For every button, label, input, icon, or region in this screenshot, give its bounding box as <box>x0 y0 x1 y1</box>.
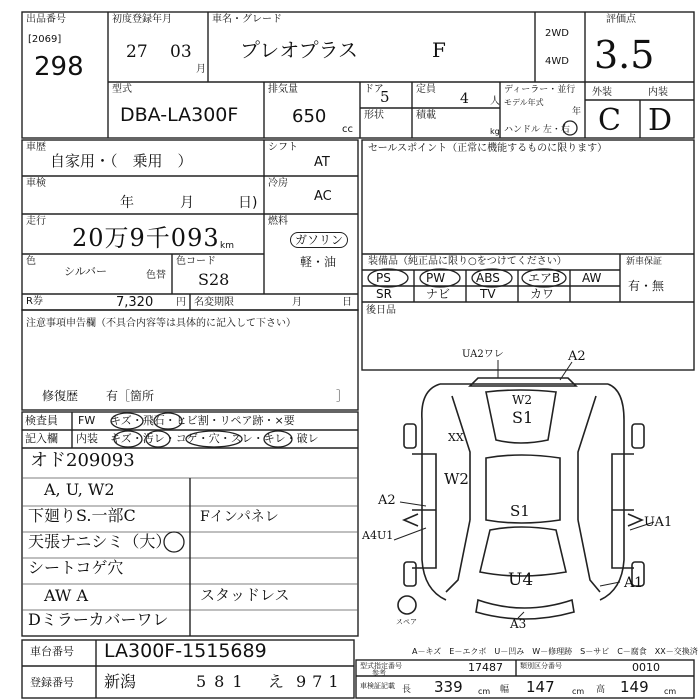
lot-label: 出品番号 <box>26 14 66 25</box>
fuel-label: 燃料 <box>268 216 288 227</box>
note-line-5: シートコゲ穴 <box>28 558 124 577</box>
score: 3.5 <box>594 33 655 77</box>
lot-sub: [2069] <box>28 34 62 45</box>
note-line-2: A, U, W2 <box>44 480 115 499</box>
equip-abs: ABS <box>476 271 500 285</box>
fw-label: FW <box>78 414 96 427</box>
dim-label: 車検証記載 <box>360 682 395 690</box>
repair-close: ］ <box>336 389 349 403</box>
car-name-label: 車名・グレード <box>212 14 282 25</box>
mark-u4: U4 <box>508 570 534 590</box>
drive-2wd: 2WD <box>545 28 569 39</box>
mark-spare: スペア <box>396 618 417 626</box>
mileage-unit: km <box>220 241 234 251</box>
model: DBA-LA300F <box>120 104 239 126</box>
interior-grade: D <box>648 103 673 138</box>
equip-airbag: エアB <box>528 271 561 285</box>
lot-number: 298 <box>34 52 84 82</box>
recycle-label: R券 <box>26 296 43 307</box>
exterior-label: 外装 <box>592 87 612 98</box>
equip-pw: PW <box>426 271 446 285</box>
repair-label: 修復歴 <box>42 389 79 403</box>
exterior-grade: C <box>598 103 621 138</box>
displacement: 650 <box>292 106 327 127</box>
dim-height-label: 高 <box>596 685 606 695</box>
doors: 5 <box>380 88 390 106</box>
mark-ua1: UA1 <box>644 515 673 530</box>
handle-label: ハンドル 左・右 <box>504 125 570 135</box>
legend-text: A－キズ E－エクボ U－凹み W－修理跡 S－サビ C－腐食 XX－交換済 <box>412 647 698 656</box>
stat-label-2: 類別区分番号 <box>520 662 562 670</box>
new-car-value: 有・無 <box>628 279 665 293</box>
first-reg-month-unit: 月 <box>196 64 206 75</box>
dim-len-label: 長 <box>402 685 412 695</box>
sales-point-label: セールスポイント（正常に機能するものに限ります） <box>368 143 608 154</box>
color-code-label: 色コード <box>176 256 216 267</box>
dim-width-unit: cm <box>572 687 585 696</box>
caution-label: 注意事項申告欄（不具合内容等は具体的に記入して下さい） <box>26 318 296 329</box>
interior-label: 内装 <box>648 87 668 98</box>
note-line-3: 下廻りS.一部C <box>28 506 136 525</box>
reg-kana: え <box>268 672 285 691</box>
load-unit: kg <box>490 127 500 136</box>
note-line-1: オド209093 <box>30 450 135 471</box>
note-line-6: AW A <box>44 586 88 605</box>
equip-tv: TV <box>480 287 496 301</box>
first-reg-label: 初度登録年月 <box>112 14 172 25</box>
shift-label: シフト <box>268 142 298 153</box>
mark-a1: A1 <box>624 575 644 591</box>
model-year-label: モデル年式 <box>504 98 544 107</box>
stat-label-1: 型式指定番号 <box>360 662 402 670</box>
first-reg-month: 03 <box>170 42 192 62</box>
title-day: 日 <box>342 297 352 308</box>
capacity: 4 <box>460 91 469 107</box>
ac: AC <box>314 189 332 204</box>
mark-a4u1: A4U1 <box>362 529 394 542</box>
reg-class: 581 <box>196 672 251 691</box>
title-label: 名変期限 <box>194 297 234 308</box>
int-label: 内装 <box>76 432 98 445</box>
mark-a2-left: A2 <box>378 493 396 508</box>
dim-height-unit: cm <box>664 687 677 696</box>
inspector-label: 検査員 <box>25 414 58 427</box>
inspection-year: 年 <box>120 195 134 211</box>
equip-aw: AW <box>582 271 602 285</box>
car-name: プレオプラス <box>240 38 358 62</box>
capacity-unit: 人 <box>490 96 500 107</box>
recycle: 7,320 <box>116 295 154 310</box>
equipment-label: 装備品（純正品に限り○をつけてください） <box>368 256 567 267</box>
displacement-unit: cc <box>342 124 353 135</box>
capacity-label: 定員 <box>416 84 436 95</box>
first-reg-year: 27 <box>126 42 148 62</box>
doors-label: ドア <box>364 84 384 95</box>
fuel-gas: ガソリン <box>290 232 348 248</box>
dim-width-label: 幅 <box>500 685 510 695</box>
note-right-2: スタッドレス <box>200 586 290 604</box>
load-label: 積載 <box>416 110 436 121</box>
new-car-label: 新車保証 <box>626 257 663 267</box>
score-label: 評価点 <box>606 14 636 25</box>
color: シルバー <box>64 265 107 278</box>
note-line-7: Dミラーカバーワレ <box>28 610 169 629</box>
displacement-label: 排気量 <box>268 84 298 95</box>
stat-value-2: 0010 <box>632 661 660 674</box>
model-label: 型式 <box>112 84 132 95</box>
stat-value-1: 17487 <box>468 661 503 674</box>
reg-num: 971 <box>296 672 345 691</box>
mark-w2-side: W2 <box>444 470 469 488</box>
mark-a2-top: A2 <box>568 349 586 364</box>
mileage-label: 走行 <box>26 216 46 227</box>
dim-len-unit: cm <box>478 687 491 696</box>
color-code: S28 <box>198 270 230 289</box>
equip-ps: PS <box>376 271 391 285</box>
year-unit: 年 <box>572 107 582 117</box>
shift: AT <box>314 155 330 170</box>
note-right-1: Fインパネレ <box>200 509 279 525</box>
use-label: 車歴 <box>26 142 46 153</box>
shape-label: 形状 <box>364 110 384 121</box>
chassis-label: 車台番号 <box>30 645 74 658</box>
dim-len: 339 <box>434 678 463 696</box>
mileage: 20万9千093 <box>72 224 220 252</box>
inspection-day: 日) <box>238 195 258 211</box>
repair-value: 有［箇所 <box>106 389 155 403</box>
mark-ua2-crack: UA2ワレ <box>462 349 504 360</box>
dealer-label: ディーラー・並行 <box>504 85 576 95</box>
title-month: 月 <box>292 297 302 308</box>
use: 自家用・（ 乗用 ） <box>50 152 193 170</box>
inspection-label: 車検 <box>26 178 46 189</box>
ac-label: 冷房 <box>268 178 288 189</box>
note-line-4: 天張ナニシミ（大） <box>28 532 172 551</box>
grade: F <box>432 38 446 62</box>
mark-w2-rear: W2 <box>512 393 532 407</box>
fw-items: キズ・飛石・ヒビ割・リペア跡・×要 <box>110 414 295 427</box>
dim-height: 149 <box>620 678 649 696</box>
dim-width: 147 <box>526 678 555 696</box>
drive-4wd: 4WD <box>545 56 569 67</box>
chassis: LA300F-1515689 <box>104 640 267 662</box>
fuel-light: 軽・油 <box>300 255 337 269</box>
int-items: キズ・汚レ・コゲ・穴・スレ・キレ・破レ <box>110 432 319 445</box>
inspector-note-label: 記入欄 <box>25 432 58 445</box>
inspection-month: 月 <box>180 195 194 211</box>
tone-label: 色替 <box>146 270 166 281</box>
stat-sub: 参考 <box>372 669 386 677</box>
recycle-unit: 円 <box>176 297 186 308</box>
extra-label: 後日品 <box>366 305 396 316</box>
equip-sr: SR <box>376 287 392 301</box>
color-label: 色 <box>26 256 36 267</box>
mark-s1-roof: S1 <box>510 502 530 520</box>
mark-a3: A3 <box>510 617 527 631</box>
mark-xx: XX <box>448 431 464 444</box>
reg-label: 登録番号 <box>30 676 74 689</box>
reg-region: 新潟 <box>104 672 137 691</box>
equip-leather: カワ <box>530 287 555 301</box>
mark-s1-rear: S1 <box>512 408 534 427</box>
equip-navi: ナビ <box>426 287 451 301</box>
